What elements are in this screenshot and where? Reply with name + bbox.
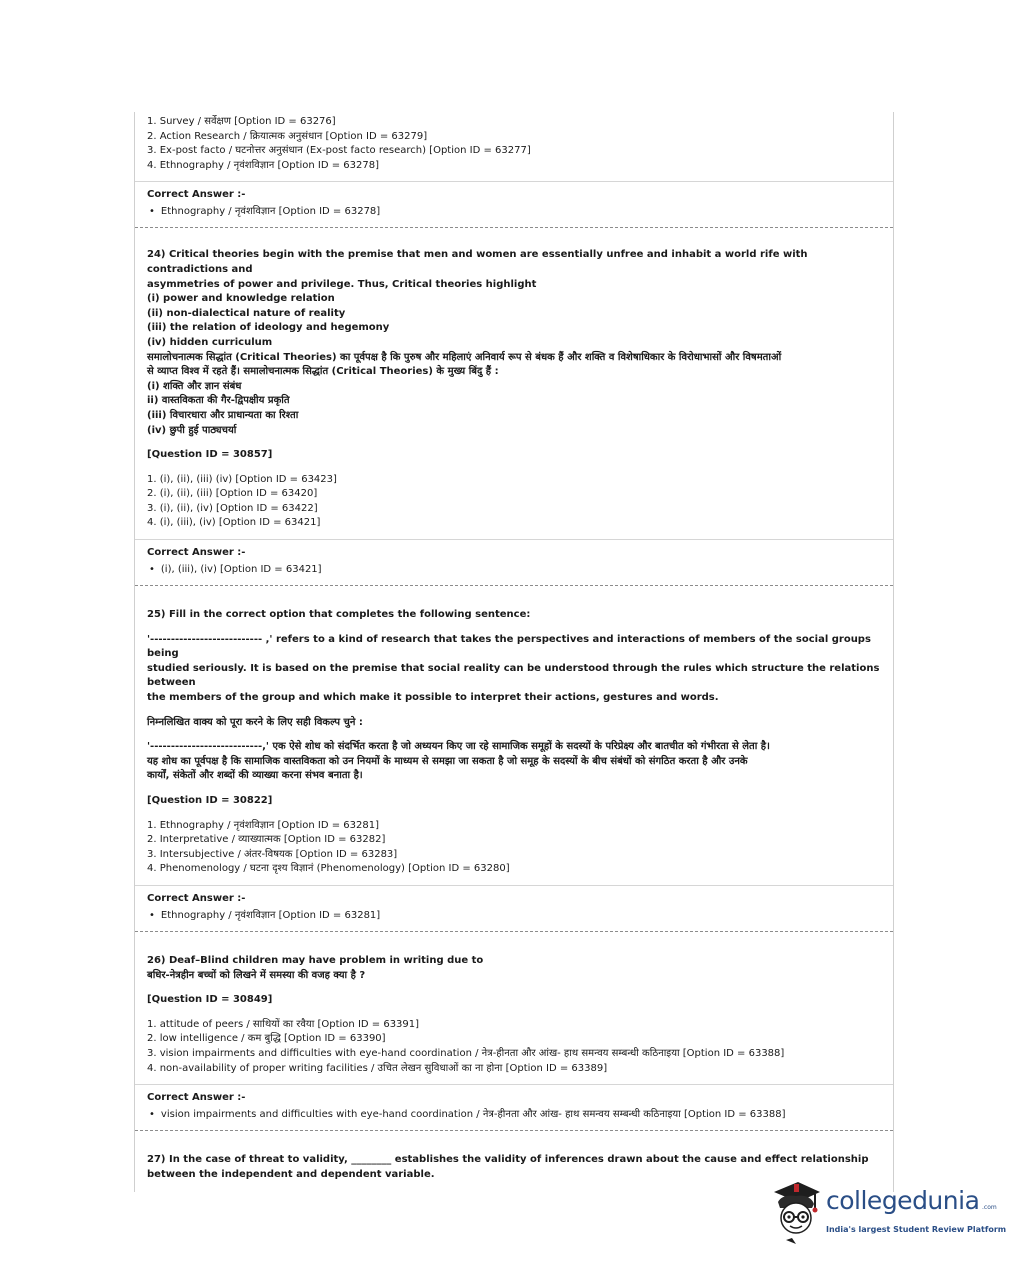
brand-tagline: India's largest Student Review Platform [826, 1225, 1007, 1234]
option-item: 3. Ex-post facto / घटनोत्तर अनुसंधान (Ex-post facto research) [Option ID = 63277] [147, 145, 531, 157]
question-text-line: studied seriously. It is based on the premise that social reality can be understood through the rules which structure the relations between [147, 662, 880, 689]
answer-title: Correct Answer :- [147, 1092, 246, 1104]
question-text-line: ii) वास्तविकता की गैर-द्विपक्षीय प्रकृति [147, 395, 290, 407]
question-heading-hindi: निम्नलिखित वाक्य को पूरा करने के लिए सही विकल्प चुने : [147, 716, 363, 728]
option-item: 4. (i), (iii), (iv) [Option ID = 63421] [147, 517, 321, 529]
question-text-line: से व्याप्त विश्व में रहते हैं। समालोचनात्मक सिद्धांत (Critical Theories) के मुख्य बिंदु हैं : [147, 366, 499, 378]
answer-title: Correct Answer :- [147, 189, 246, 201]
question-heading: 25) Fill in the correct option that completes the following sentence: [147, 609, 531, 621]
question-text-line: asymmetries of power and privilege. Thus, Critical theories highlight [147, 278, 537, 290]
question-text-line: between the independent and dependent variable. [147, 1168, 435, 1180]
q26-correct-answer [135, 1085, 893, 1130]
question-text-line: (iv) hidden curriculum [147, 336, 273, 348]
answer-value: • Ethnography / नृवंशविज्ञान [Option ID = 63281] [147, 909, 881, 923]
option-item: 2. Interpretative / व्याख्यात्मक [Option ID = 63282] [147, 834, 386, 846]
question-text-line: (iv) छुपी हुई पाठ्यचर्या [147, 424, 237, 436]
option-item: 4. non-availability of proper writing facilities / उचित लेखन सुविधाओं का ना होना [Option ID = 63389] [147, 1062, 608, 1074]
option-item: 1. Ethnography / नृवंशविज्ञान [Option ID = 63281] [147, 819, 380, 831]
student-mascot-icon [768, 1180, 824, 1246]
option-item: 4. Phenomenology / घटना दृश्य विज्ञानं (Phenomenology) [Option ID = 63280] [147, 863, 510, 875]
q25-correct-answer [135, 886, 893, 931]
question-id: [Question ID = 30857] [147, 449, 273, 461]
q24-correct-answer [135, 540, 893, 585]
option-item: 1. attitude of peers / साथियों का रवैया [Option ID = 63391] [147, 1018, 420, 1030]
question-text-line: यह शोध का पूर्वपक्ष है कि सामाजिक वास्तविकता को उन नियमों के माध्यम से समझा जा सकता है जो समूह के सदस्यों के बीच संबंधों को संगठित करता है और उनके [147, 755, 748, 767]
question-paper [134, 112, 894, 1192]
question-text-line: 24) Critical theories begin with the premise that men and women are essentially unfree and inhabit a world rife with contradictions and [147, 249, 808, 275]
q23-correct-answer [135, 182, 893, 227]
brand-suffix: .com [982, 1204, 997, 1211]
option-item: 2. (i), (ii), (iii) [Option ID = 63420] [147, 488, 318, 500]
question-text-line: (iii) विचारधारा और प्राधान्यता का रिश्ता [147, 409, 299, 421]
answer-title: Correct Answer :- [147, 892, 246, 904]
option-item: 3. Intersubjective / अंतर-विषयक [Option ID = 63283] [147, 848, 398, 860]
question-text-line: (i) शक्ति और ज्ञान संबंध [147, 380, 242, 392]
question-26 [135, 932, 893, 1084]
option-item: 1. (i), (ii), (iii) (iv) [Option ID = 63423] [147, 473, 337, 485]
q23-options [135, 112, 893, 181]
question-text-line: (ii) non-dialectical nature of reality [147, 307, 346, 319]
option-item: 4. Ethnography / नृवंशविज्ञान [Option ID = 63278] [147, 159, 380, 171]
question-text-line: 26) Deaf–Blind children may have problem in writing due to [147, 954, 484, 966]
answer-title: Correct Answer :- [147, 547, 246, 559]
question-text-line: समालोचनात्मक सिद्धांत (Critical Theories) का पूर्वपक्ष है कि पुरुष और महिलाएं अनिवार्य रूप से बंधक हैं और शक्ति व विशेषाधिकार के विरोधाभासों और विषमताओं [147, 351, 782, 363]
option-item: 2. Action Research / क्रियात्मक अनुसंधान [Option ID = 63279] [147, 130, 428, 142]
answer-value: • Ethnography / नृवंशविज्ञान [Option ID = 63278] [147, 205, 881, 219]
question-text-line: बधिर-नेत्रहीन बच्चों को लिखने में समस्या की वजह क्या है ? [147, 969, 366, 981]
answer-value: • (i), (iii), (iv) [Option ID = 63421] [147, 563, 881, 577]
question-25 [135, 586, 893, 885]
question-id: [Question ID = 30849] [147, 994, 273, 1006]
answer-value: • vision impairments and difficulties with eye-hand coordination / नेत्र-हीनता और आंख- हाथ समन्वय सम्बन्धी कठिनाइया [Option ID = 63388] [147, 1108, 881, 1122]
question-text-line: कार्यों, संकेतों और शब्दों की व्याख्या करना संभव बनाता है। [147, 770, 363, 782]
question-text-line: 27) In the case of threat to validity, ________ establishes the validity of inferences drawn about the cause and effect relationship [147, 1154, 869, 1166]
option-item: 1. Survey / सर्वेक्षण [Option ID = 63276] [147, 116, 336, 127]
question-text-line: (iii) the relation of ideology and hegemony [147, 322, 390, 334]
question-text-line: '--------------------------- ,' refers to a kind of research that takes the perspectives and interactions of members of the social groups being [147, 633, 871, 660]
question-text-line: (i) power and knowledge relation [147, 293, 335, 305]
option-item: 3. vision impairments and difficulties with eye-hand coordination / नेत्र-हीनता और आंख- हाथ समन्वय सम्बन्धी कठिनाइया [Option ID = 63388] [147, 1047, 785, 1059]
brand-name: collegedunia [826, 1186, 980, 1215]
question-text-line: '---------------------------,' एक ऐसे शोध को संदर्भित करता है जो अध्ययन किए जा रहे सामाजिक समूहों के सदस्यों के परिप्रेक्ष्य और बातचीत को गंभीरता से लेता है। [147, 741, 770, 753]
collegedunia-logo [768, 1180, 1007, 1250]
question-24 [135, 228, 893, 539]
option-item: 2. low intelligence / कम बुद्धि [Option ID = 63390] [147, 1033, 386, 1045]
option-item: 3. (i), (ii), (iv) [Option ID = 63422] [147, 502, 318, 514]
question-text-line: the members of the group and which make it possible to interpret their actions, gestures and words. [147, 692, 719, 704]
question-id: [Question ID = 30822] [147, 795, 273, 806]
